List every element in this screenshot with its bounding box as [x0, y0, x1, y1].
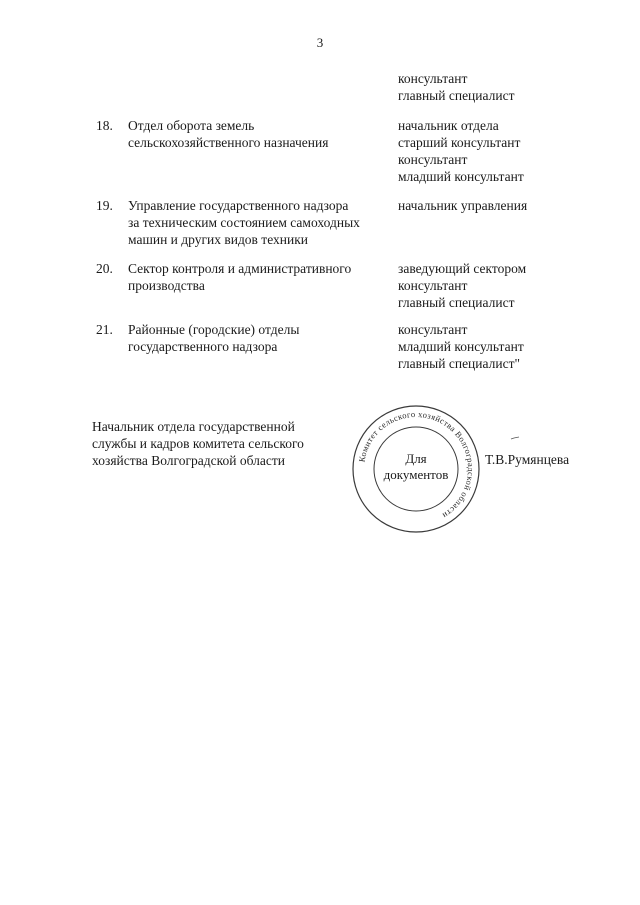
positions-list [398, 197, 618, 214]
row-number: 19. [96, 198, 113, 213]
signature-mark [510, 436, 520, 440]
department-line: производства [128, 278, 205, 293]
seal-center-line: Для [405, 451, 427, 466]
position-line: старший консультант [398, 135, 521, 150]
positions-list [398, 321, 618, 372]
department-line: сельскохозяйственного назначения [128, 135, 329, 150]
position-line: главный специалист [398, 88, 515, 103]
seal-center-line: документов [383, 467, 449, 482]
row-number: 20. [96, 261, 113, 276]
position-line: заведующий сектором [398, 261, 527, 276]
department-name [128, 321, 390, 355]
department-line: Отдел оборота земель [128, 118, 255, 133]
position-line: начальник управления [398, 198, 528, 213]
department-line: Управление государственного надзора [128, 198, 349, 213]
department-line: Сектор контроля и административного [128, 261, 352, 276]
department-name [128, 260, 390, 294]
position-line: младший консультант [398, 169, 524, 184]
seal-ring-text: Комитет сельского хозяйства Волгоградской области [356, 408, 477, 522]
continued-positions [398, 70, 514, 104]
department-line: за техническим состоянием самоходных [128, 215, 360, 230]
department-name [128, 197, 390, 248]
row-number: 21. [96, 322, 113, 337]
position-line: консультант [398, 278, 468, 293]
signatory-title-line: Начальник отдела государственной [92, 419, 295, 434]
positions-list [398, 260, 618, 311]
signatory-name: Т.В.Румянцева [485, 452, 570, 467]
row-number: 18. [96, 118, 113, 133]
department-line: машин и других видов техники [128, 232, 309, 247]
position-line: младший консультант [398, 339, 524, 354]
position-line: главный специалист [398, 295, 515, 310]
signatory-title-line: хозяйства Волгоградской области [92, 453, 285, 468]
signatory-title-line: службы и кадров комитета сельского [92, 436, 304, 451]
position-line: консультант [398, 152, 468, 167]
position-line: консультант [398, 322, 468, 337]
position-line: консультант [398, 71, 468, 86]
position-line: главный специалист" [398, 356, 520, 371]
official-seal [348, 401, 484, 537]
signatory-title [92, 418, 304, 469]
department-name [128, 117, 390, 151]
position-line: начальник отдела [398, 118, 499, 133]
department-line: государственного надзора [128, 339, 278, 354]
positions-list [398, 117, 618, 185]
department-line: Районные (городские) отделы [128, 322, 300, 337]
page-number: 3 [316, 35, 324, 50]
